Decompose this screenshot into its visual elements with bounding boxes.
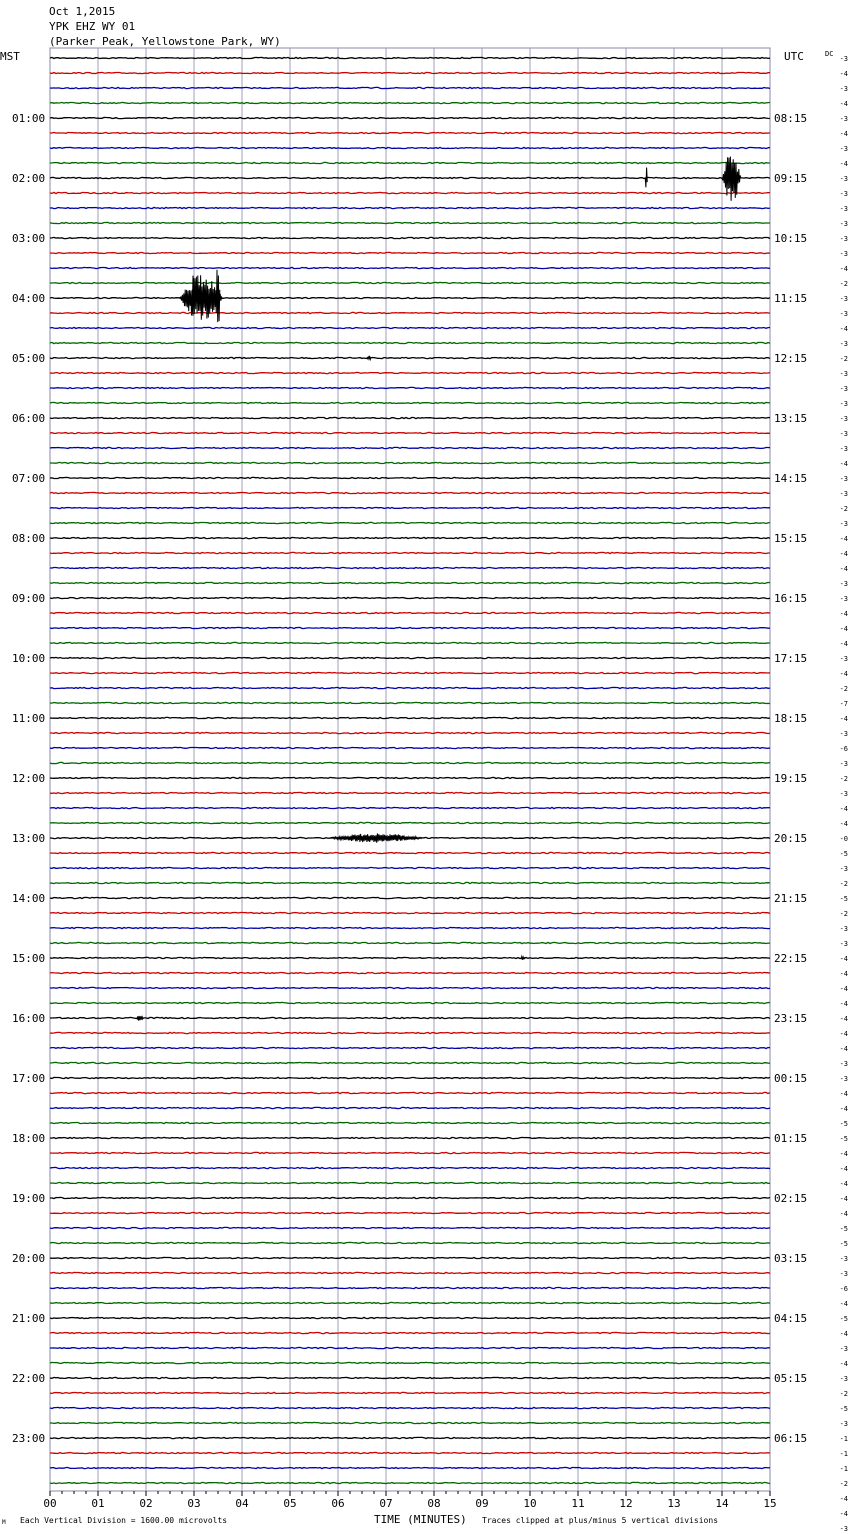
utc-hour-label: 04:15 — [774, 1312, 808, 1325]
trace-line — [50, 1212, 770, 1213]
seismic-event — [367, 356, 371, 360]
trace-line — [50, 1077, 770, 1078]
dc-offset-label: -3 — [839, 385, 848, 393]
trace-line — [50, 237, 770, 238]
x-tick-label: 02 — [139, 1497, 153, 1510]
trace-line — [50, 717, 770, 718]
dc-offset-label: -3 — [839, 580, 848, 588]
trace-line — [50, 657, 770, 658]
chart-date: Oct 1,2015 — [49, 5, 116, 18]
dc-offset-label: -2 — [839, 280, 848, 288]
dc-offset-label: -4 — [839, 70, 848, 78]
dc-label: DC — [825, 50, 834, 58]
utc-hour-label: 19:15 — [774, 772, 808, 785]
utc-hour-label: 16:15 — [774, 592, 808, 605]
x-axis — [43, 1491, 776, 1510]
dc-offset-label: -2 — [839, 1480, 848, 1488]
dc-offset-label: -4 — [839, 565, 848, 573]
trace-line — [50, 642, 770, 643]
dc-offset-label: -4 — [839, 1015, 848, 1023]
dc-offset-label: -5 — [839, 1315, 848, 1323]
dc-offset-label: -4 — [839, 460, 848, 468]
trace-line — [50, 687, 770, 688]
seismic-event — [520, 957, 524, 960]
dc-offset-label: -2 — [839, 910, 848, 918]
trace-line — [50, 582, 770, 583]
dc-offset-label: -3 — [839, 475, 848, 483]
dc-offset-label: -4 — [839, 1045, 848, 1053]
trace-line — [50, 1047, 770, 1048]
utc-hour-label: 14:15 — [774, 472, 808, 485]
x-tick-label: 13 — [667, 1497, 681, 1510]
dc-offset-label: -5 — [839, 1225, 848, 1233]
dc-offset-label: -4 — [839, 130, 848, 138]
dc-offset-label: -3 — [839, 655, 848, 663]
x-axis-label: TIME (MINUTES) — [374, 1513, 467, 1526]
corner-mark: M — [2, 1519, 6, 1526]
trace-line — [50, 477, 770, 478]
mst-hour-label: 09:00 — [12, 592, 46, 605]
trace-line — [50, 417, 770, 418]
dc-offset-label: -4 — [839, 1495, 848, 1503]
dc-offset-label: -4 — [839, 610, 848, 618]
trace-line — [50, 747, 770, 748]
dc-offset-label: -3 — [839, 175, 848, 183]
dc-offset-label: -2 — [839, 685, 848, 693]
x-tick-label: 06 — [331, 1497, 345, 1510]
dc-offset-label: -3 — [839, 115, 848, 123]
trace-line — [50, 792, 770, 793]
chart-station: YPK EHZ WY 01 — [49, 20, 136, 33]
mst-hour-label: 07:00 — [12, 472, 46, 485]
dc-offset-label: -3 — [839, 205, 848, 213]
mst-hour-label: 05:00 — [12, 352, 46, 365]
utc-hour-label: 21:15 — [774, 892, 808, 905]
x-tick-label: 05 — [283, 1497, 297, 1510]
mst-hour-label: 03:00 — [12, 232, 46, 245]
dc-offset-label: -4 — [839, 1210, 848, 1218]
dc-offset-label: -5 — [839, 1120, 848, 1128]
mst-hour-label: 23:00 — [12, 1432, 46, 1445]
trace-line — [50, 252, 770, 253]
dc-offset-label: -3 — [839, 520, 848, 528]
dc-offset-label: -3 — [839, 1525, 848, 1533]
trace-group — [50, 57, 770, 1483]
grid-lines — [50, 48, 770, 1491]
dc-offset-label: -4 — [839, 265, 848, 273]
x-tick-label: 03 — [187, 1497, 201, 1510]
utc-hour-label: 08:15 — [774, 112, 808, 125]
seismic-event — [136, 1016, 143, 1021]
trace-line — [50, 1302, 770, 1303]
trace-line — [50, 507, 770, 508]
trace-line — [50, 957, 770, 958]
dc-offset-label: -4 — [839, 1165, 848, 1173]
x-tick-label: 04 — [235, 1497, 249, 1510]
trace-line — [50, 372, 770, 373]
dc-offset-label: -3 — [839, 430, 848, 438]
dc-offset-label: -3 — [839, 865, 848, 873]
dc-offset-label: -3 — [839, 340, 848, 348]
x-tick-label: 01 — [91, 1497, 105, 1510]
mst-hour-label: 17:00 — [12, 1072, 46, 1085]
trace-line — [50, 942, 770, 943]
trace-line — [50, 1002, 770, 1003]
dc-offset-label: -4 — [839, 325, 848, 333]
trace-line — [50, 162, 770, 163]
dc-offset-label: -4 — [839, 715, 848, 723]
dc-offset-label: -4 — [839, 1180, 848, 1188]
trace-line — [50, 1437, 770, 1438]
trace-line — [50, 927, 770, 928]
dc-offset-label: -3 — [839, 490, 848, 498]
dc-offset-label: -3 — [839, 595, 848, 603]
x-tick-label: 00 — [43, 1497, 57, 1510]
trace-line — [50, 447, 770, 448]
trace-line — [50, 282, 770, 283]
trace-line — [50, 492, 770, 493]
trace-line — [50, 1227, 770, 1228]
x-tick-label: 07 — [379, 1497, 393, 1510]
utc-hour-label: 12:15 — [774, 352, 808, 365]
mst-hour-label: 18:00 — [12, 1132, 46, 1145]
trace-line — [50, 1467, 770, 1468]
trace-line — [50, 612, 770, 613]
dc-offset-label: -4 — [839, 670, 848, 678]
dc-offset-label: -3 — [839, 235, 848, 243]
dc-offset-label: -3 — [839, 1270, 848, 1278]
clip-note: Traces clipped at plus/minus 5 vertical divisions — [482, 1516, 719, 1525]
dc-offset-label: -7 — [839, 700, 848, 708]
utc-hour-label: 20:15 — [774, 832, 808, 845]
utc-hour-label: 09:15 — [774, 172, 808, 185]
dc-offset-label: -3 — [839, 220, 848, 228]
trace-line — [50, 87, 770, 88]
dc-offset-label: -0 — [839, 835, 848, 843]
dc-offset-label: -3 — [839, 85, 848, 93]
trace-line — [50, 1452, 770, 1453]
mst-hour-label: 22:00 — [12, 1372, 46, 1385]
trace-line — [50, 267, 770, 268]
trace-line — [50, 327, 770, 328]
dc-offset-label: -5 — [839, 1240, 848, 1248]
utc-hour-label: 13:15 — [774, 412, 808, 425]
trace-line — [50, 1257, 770, 1258]
trace-line — [50, 222, 770, 223]
dc-offset-label: -3 — [839, 370, 848, 378]
mst-hour-label: 08:00 — [12, 532, 46, 545]
trace-line — [50, 402, 770, 403]
utc-hour-label: 15:15 — [774, 532, 808, 545]
trace-line — [50, 672, 770, 673]
utc-hour-label: 01:15 — [774, 1132, 808, 1145]
dc-offset-label: -1 — [839, 1465, 848, 1473]
trace-line — [50, 597, 770, 598]
dc-offset-label: -4 — [839, 1510, 848, 1518]
dc-offset-label: -5 — [839, 895, 848, 903]
utc-hour-label: 10:15 — [774, 232, 808, 245]
trace-line — [50, 57, 770, 58]
mst-hour-label: 15:00 — [12, 952, 46, 965]
dc-offset-label: -4 — [839, 1330, 848, 1338]
mst-hour-label: 19:00 — [12, 1192, 46, 1205]
trace-line — [50, 462, 770, 463]
trace-line — [50, 1092, 770, 1093]
trace-line — [50, 762, 770, 763]
mst-hour-label: 06:00 — [12, 412, 46, 425]
mst-hour-label: 13:00 — [12, 832, 46, 845]
dc-offset-label: -5 — [839, 1135, 848, 1143]
dc-offset-label: -4 — [839, 1195, 848, 1203]
trace-line — [50, 1152, 770, 1153]
trace-line — [50, 1377, 770, 1378]
dc-offset-label: -4 — [839, 1360, 848, 1368]
dc-offset-label: -3 — [839, 145, 848, 153]
mst-hour-label: 10:00 — [12, 652, 46, 665]
utc-hour-label: 18:15 — [774, 712, 808, 725]
utc-hour-label: 22:15 — [774, 952, 808, 965]
trace-line — [50, 732, 770, 733]
trace-line — [50, 897, 770, 898]
x-tick-label: 09 — [475, 1497, 489, 1510]
trace-line — [50, 627, 770, 628]
dc-offset-label: -2 — [839, 880, 848, 888]
utc-hour-label: 23:15 — [774, 1012, 808, 1025]
dc-offset-label: -3 — [839, 730, 848, 738]
trace-line — [50, 117, 770, 118]
dc-offset-label: -3 — [839, 1345, 848, 1353]
x-tick-label: 14 — [715, 1497, 729, 1510]
dc-offset-label: -3 — [839, 1375, 848, 1383]
dc-offset-label: -5 — [839, 1405, 848, 1413]
dc-offset-label: -2 — [839, 505, 848, 513]
trace-line — [50, 1182, 770, 1183]
trace-line — [50, 102, 770, 103]
trace-line — [50, 207, 770, 208]
trace-line — [50, 1167, 770, 1168]
plot-frame — [50, 48, 770, 1491]
x-tick-label: 15 — [763, 1497, 777, 1510]
trace-line — [50, 1017, 770, 1018]
dc-offset-label: -3 — [839, 310, 848, 318]
dc-offset-label: -3 — [839, 925, 848, 933]
trace-line — [50, 1137, 770, 1138]
x-tick-label: 12 — [619, 1497, 633, 1510]
trace-line — [50, 1287, 770, 1288]
dc-offset-label: -4 — [839, 1105, 848, 1113]
scale-note: Each Vertical Division = 1600.00 microvolts — [20, 1516, 228, 1525]
trace-line — [50, 192, 770, 193]
trace-line — [50, 1362, 770, 1363]
dc-offset-label: -4 — [839, 1150, 848, 1158]
trace-line — [50, 72, 770, 73]
mst-hour-label: 16:00 — [12, 1012, 46, 1025]
trace-line — [50, 147, 770, 148]
seismic-event — [216, 270, 220, 322]
dc-offset-label: -3 — [839, 1060, 848, 1068]
trace-line — [50, 1422, 770, 1423]
trace-line — [50, 1317, 770, 1318]
dc-offset-label: -4 — [839, 805, 848, 813]
trace-line — [50, 1407, 770, 1408]
trace-line — [50, 567, 770, 568]
mst-hour-label: 20:00 — [12, 1252, 46, 1265]
mst-hour-label: 21:00 — [12, 1312, 46, 1325]
dc-offset-label: -2 — [839, 775, 848, 783]
dc-offset-label: -4 — [839, 970, 848, 978]
trace-line — [50, 912, 770, 913]
utc-hour-label: 05:15 — [774, 1372, 808, 1385]
trace-line — [50, 1392, 770, 1393]
trace-line — [50, 1032, 770, 1033]
dc-offset-label: -4 — [839, 535, 848, 543]
utc-hour-label: 17:15 — [774, 652, 808, 665]
trace-line — [50, 1062, 770, 1063]
x-tick-label: 11 — [571, 1497, 585, 1510]
trace-line — [50, 1242, 770, 1243]
dc-offset-label: -2 — [839, 355, 848, 363]
dc-offset-label: -2 — [839, 1390, 848, 1398]
mst-hour-label: 11:00 — [12, 712, 46, 725]
utc-hour-label: 03:15 — [774, 1252, 808, 1265]
trace-line — [50, 1122, 770, 1123]
dc-offset-label: -3 — [839, 55, 848, 63]
utc-hour-label: 00:15 — [774, 1072, 808, 1085]
trace-line — [50, 1347, 770, 1348]
dc-offset-label: -4 — [839, 160, 848, 168]
mst-hour-label: 02:00 — [12, 172, 46, 185]
right-axis-title: UTC — [784, 50, 804, 63]
dc-offset-label: -3 — [839, 415, 848, 423]
dc-offset-label: -1 — [839, 1435, 848, 1443]
dc-offset-label: -3 — [839, 1255, 848, 1263]
dc-offset-label: -4 — [839, 820, 848, 828]
dc-offset-label: -3 — [839, 1075, 848, 1083]
dc-offset-label: -3 — [839, 940, 848, 948]
trace-line — [50, 972, 770, 973]
trace-line — [50, 357, 770, 358]
dc-offset-label: -4 — [839, 1000, 848, 1008]
trace-line — [50, 867, 770, 868]
left-axis-title: MST — [0, 50, 20, 63]
dc-offset-label: -4 — [839, 1300, 848, 1308]
trace-line — [50, 1332, 770, 1333]
trace-line — [50, 297, 770, 298]
x-tick-label: 08 — [427, 1497, 441, 1510]
dc-offset-label: -3 — [839, 1420, 848, 1428]
mst-hour-label: 01:00 — [12, 112, 46, 125]
trace-line — [50, 702, 770, 703]
mst-hour-label: 12:00 — [12, 772, 46, 785]
trace-line — [50, 177, 770, 178]
trace-line — [50, 1107, 770, 1108]
dc-offset-label: -4 — [839, 1030, 848, 1038]
trace-line — [50, 1482, 770, 1483]
trace-line — [50, 342, 770, 343]
trace-line — [50, 1197, 770, 1198]
dc-offset-label: -1 — [839, 1450, 848, 1458]
trace-line — [50, 387, 770, 388]
dc-offset-label: -4 — [839, 100, 848, 108]
utc-hour-label: 06:15 — [774, 1432, 808, 1445]
dc-offset-label: -3 — [839, 760, 848, 768]
dc-offset-label: -3 — [839, 400, 848, 408]
trace-line — [50, 777, 770, 778]
trace-line — [50, 432, 770, 433]
trace-line — [50, 987, 770, 988]
dc-offset-label: -5 — [839, 850, 848, 858]
trace-line — [50, 312, 770, 313]
utc-hour-label: 11:15 — [774, 292, 808, 305]
dc-offset-label: -4 — [839, 985, 848, 993]
trace-line — [50, 522, 770, 523]
dc-offset-label: -4 — [839, 1090, 848, 1098]
trace-line — [50, 807, 770, 808]
trace-line — [50, 882, 770, 883]
dc-offset-label: -6 — [839, 745, 848, 753]
dc-offset-label: -3 — [839, 250, 848, 258]
trace-line — [50, 1272, 770, 1273]
dc-offset-label: -3 — [839, 445, 848, 453]
chart-location: (Parker Peak, Yellowstone Park, WY) — [49, 35, 281, 48]
time-labels — [12, 55, 848, 1534]
trace-line — [50, 822, 770, 823]
dc-offset-label: -6 — [839, 1285, 848, 1293]
trace-line — [50, 537, 770, 538]
dc-offset-label: -3 — [839, 790, 848, 798]
utc-hour-label: 02:15 — [774, 1192, 808, 1205]
dc-offset-label: -4 — [839, 640, 848, 648]
dc-offset-label: -4 — [839, 550, 848, 558]
dc-offset-label: -4 — [839, 625, 848, 633]
dc-offset-label: -3 — [839, 295, 848, 303]
mst-hour-label: 04:00 — [12, 292, 46, 305]
dc-offset-label: -3 — [839, 190, 848, 198]
trace-line — [50, 852, 770, 853]
trace-line — [50, 132, 770, 133]
x-tick-label: 10 — [523, 1497, 537, 1510]
trace-line — [50, 552, 770, 553]
dc-offset-label: -4 — [839, 955, 848, 963]
mst-hour-label: 14:00 — [12, 892, 46, 905]
seismic-event — [328, 833, 424, 842]
